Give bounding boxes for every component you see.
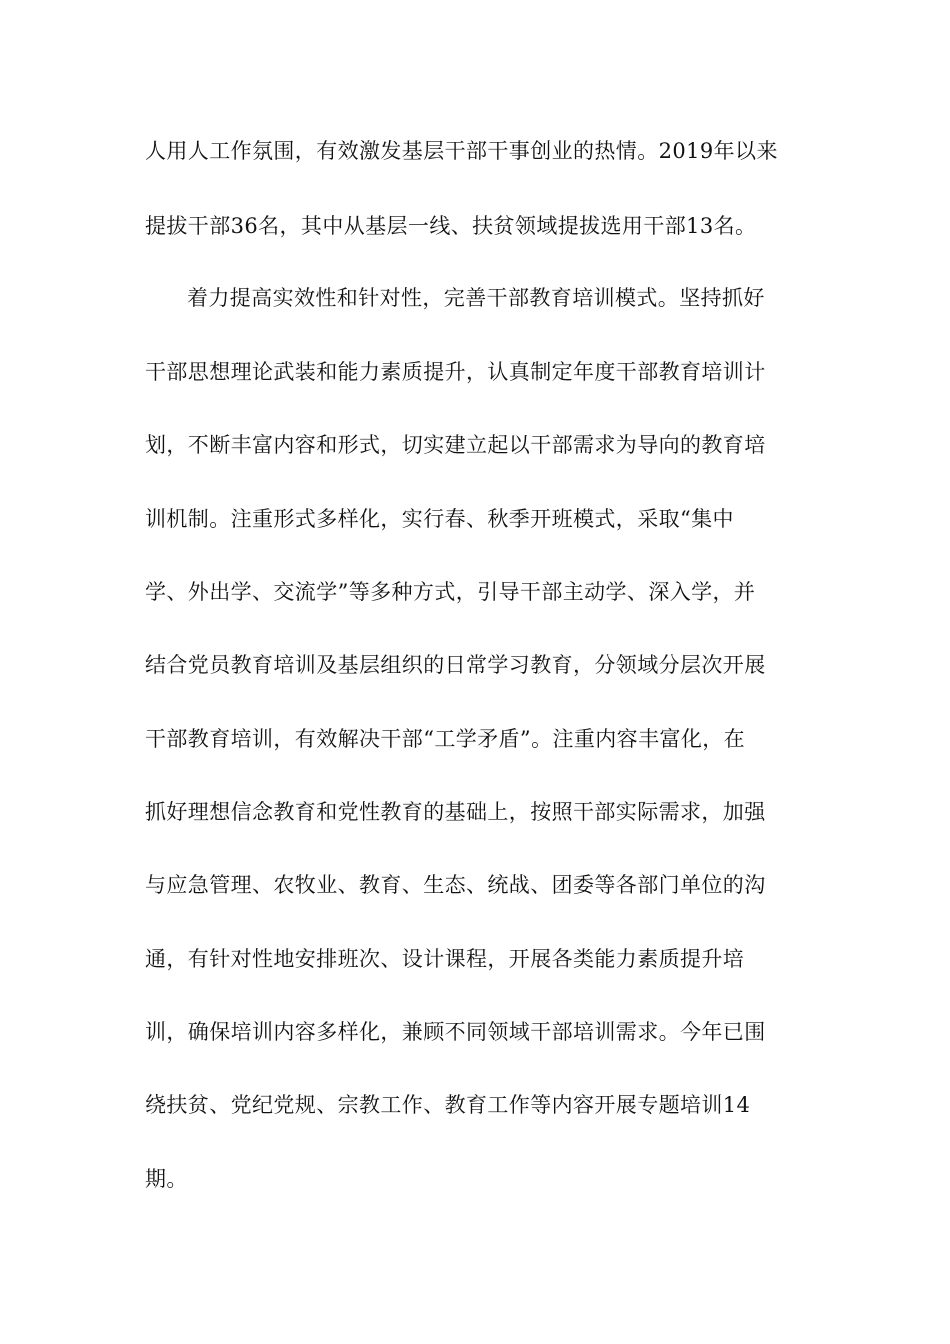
- text-line-10: 抓好理想信念教育和党性教育的基础上，按照干部实际需求，加强: [145, 800, 766, 824]
- text-line-4: 干部思想理论武装和能力素质提升，认真制定年度干部教育培训计: [145, 360, 766, 384]
- text-line-5: 划，不断丰富内容和形式，切实建立起以干部需求为导向的教育培: [145, 433, 766, 457]
- text-line-15: 期。: [145, 1167, 188, 1191]
- text-line-14: 绕扶贫、党纪党规、宗教工作、教育工作等内容开展专题培训14: [145, 1093, 751, 1117]
- text-line-11: 与应急管理、农牧业、教育、生态、统战、团委等各部门单位的沟: [145, 873, 766, 897]
- paragraph-start-line: 着力提高实效性和针对性，完善干部教育培训模式。坚持抓好: [187, 286, 765, 310]
- text-line-12: 通，有针对性地安排班次、设计课程，开展各类能力素质提升培: [145, 947, 745, 971]
- text-line-1: 人用人工作氛围，有效激发基层干部干事创业的热情。2019年以来: [145, 139, 778, 163]
- text-line-2: 提拔干部36名，其中从基层一线、扶贫领域提拔选用干部13名。: [145, 214, 757, 238]
- text-line-13: 训，确保培训内容多样化，兼顾不同领域干部培训需求。今年已围: [145, 1020, 766, 1044]
- text-line-6: 训机制。注重形式多样化，实行春、秋季开班模式，采取“集中: [145, 507, 734, 531]
- text-line-9: 干部教育培训，有效解决干部“工学矛盾”。注重内容丰富化，在: [145, 727, 746, 751]
- text-line-8: 结合党员教育培训及基层组织的日常学习教育，分领域分层次开展: [145, 653, 766, 677]
- text-line-7: 学、外出学、交流学”等多种方式，引导干部主动学、深入学，并: [145, 580, 756, 604]
